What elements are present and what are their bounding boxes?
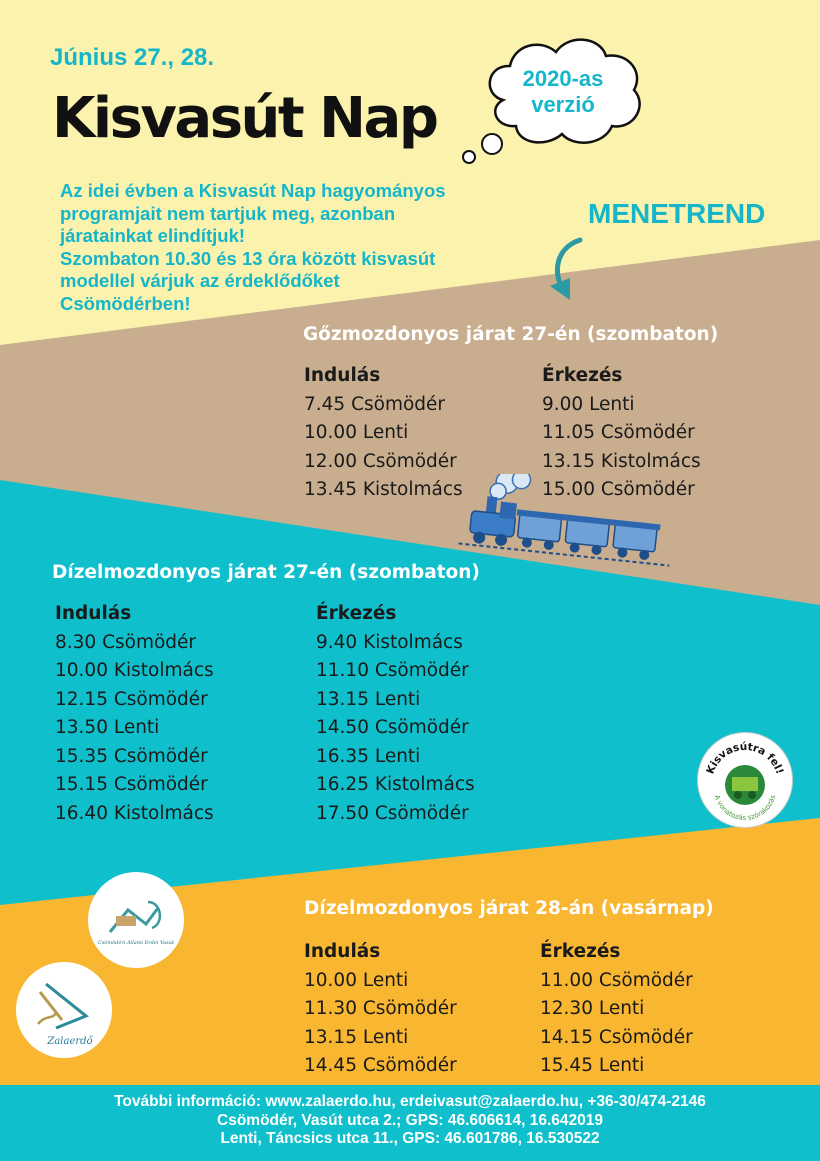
railway-logo [88, 872, 184, 968]
kisvasutra-fel-logo [697, 732, 793, 828]
footer-line-3: Lenti, Táncsics utca 11., GPS: 46.601786, 16.530522 [220, 1130, 600, 1147]
schedule-entry: 11.05 Csömödér [542, 422, 695, 443]
schedule-heading: MENETREND [588, 198, 766, 229]
schedule-entry: 15.15 Csömödér [55, 774, 208, 795]
badge-line-1: 2020-as [522, 66, 604, 91]
intro-text [60, 180, 530, 315]
schedule-entry: 13.50 Lenti [55, 717, 160, 738]
schedule-entry: 13.15 Lenti [316, 688, 421, 710]
diesel-sunday-arrivals [540, 938, 693, 1081]
page-title: Kisvasút Nap [52, 86, 437, 151]
arrival-header: Érkezés [540, 941, 621, 962]
schedule-entry: 10.00 Lenti [304, 969, 409, 991]
schedule-entry: 10.00 Kistolmács [55, 660, 214, 681]
kisvasutra-top-text: Kisvasútra fel! [704, 740, 786, 776]
event-date: Június 27., 28. [50, 44, 215, 71]
departure-header: Indulás [304, 365, 381, 386]
curved-arrow-icon [540, 236, 590, 304]
schedule-entry: 9.00 Lenti [542, 393, 635, 415]
zalaerdo-logo-text: Zalaerdő [47, 1036, 93, 1047]
intro-line-6: Csömödérben! [60, 292, 191, 314]
zalaerdo-logo-emblem [16, 962, 112, 1058]
schedule-entry: 7.45 Csömödér [304, 393, 446, 415]
diesel-sunday-section-title: Dízelmozdonyos járat 28-án (vasárnap) [304, 898, 714, 919]
cloud-bubbles [455, 130, 515, 170]
kisvasutra-bottom-text: A vonatozás szórakozás [712, 793, 778, 823]
schedule-entry: 13.15 Lenti [304, 1026, 409, 1048]
badge-line-2: verzió [531, 92, 595, 117]
footer-info [0, 1085, 820, 1161]
schedule-entry: 11.30 Csömödér [304, 998, 457, 1019]
schedule-entry: 14.45 Csömödér [304, 1055, 457, 1076]
footer-line-2: Csömödér, Vasút utca 2.; GPS: 46.606614, 16.642019 [217, 1111, 603, 1129]
schedule-entry: 17.50 Csömödér [316, 802, 469, 824]
intro-line-3: járatainkat elindítjuk! [60, 225, 246, 246]
schedule-entry: 15.35 Csömödér [55, 745, 208, 767]
arrival-header: Érkezés [316, 603, 397, 624]
kisvasutra-fel-emblem [698, 733, 792, 827]
schedule-entry: 13.45 Kistolmács [304, 479, 463, 500]
departure-header: Indulás [55, 603, 132, 624]
railway-logo-emblem [88, 872, 184, 968]
intro-line-5: modellel várjuk az érdeklődőket [60, 270, 340, 291]
schedule-entry: 15.00 Csömödér [542, 479, 695, 500]
schedule-entry: 16.40 Kistolmács [55, 802, 214, 824]
schedule-entry: 11.00 Csömödér [540, 969, 693, 991]
departure-header: Indulás [304, 941, 381, 962]
diesel-saturday-section-title: Dízelmozdonyos járat 27-én (szombaton) [52, 562, 480, 583]
diesel-sunday-departures [304, 938, 457, 1081]
schedule-entry: 14.15 Csömödér [540, 1026, 693, 1048]
schedule-entry: 11.10 Csömödér [316, 660, 469, 681]
steam-section-title: Gőzmozdonyos járat 27-én (szombaton) [303, 324, 719, 345]
intro-line-1: Az idei évben a Kisvasút Nap hagyományos [60, 180, 446, 201]
schedule-entry: 12.30 Lenti [540, 998, 645, 1019]
steam-departures [304, 362, 463, 505]
schedule-entry: 16.25 Kistolmács [316, 774, 475, 795]
schedule-entry: 9.40 Kistolmács [316, 631, 463, 653]
schedule-entry: 12.00 Csömödér [304, 450, 457, 472]
intro-line-2: programjait nem tartjuk meg, azonban [60, 202, 396, 224]
arrival-header: Érkezés [542, 365, 623, 386]
diesel-saturday-arrivals [316, 600, 475, 828]
schedule-entry: 15.45 Lenti [540, 1055, 645, 1076]
diesel-saturday-departures [55, 600, 214, 828]
schedule-entry: 13.15 Kistolmács [542, 450, 701, 472]
schedule-entry: 14.50 Csömödér [316, 717, 469, 738]
zalaerdo-logo [16, 962, 112, 1058]
schedule-entry: 8.30 Csömödér [55, 631, 197, 653]
schedule-entry: 16.35 Lenti [316, 745, 421, 767]
schedule-entry: 12.15 Csömödér [55, 688, 208, 710]
footer-line-1: További információ: www.zalaerdo.hu, erdeivasut@zalaerdo.hu, +36-30/474-2146 [114, 1093, 706, 1110]
intro-line-4: Szombaton 10.30 és 13 óra között kisvasút [60, 247, 436, 269]
railway-logo-text: Csömödéri Állami Erdei Vasút [98, 940, 174, 946]
schedule-entry: 10.00 Lenti [304, 422, 409, 443]
